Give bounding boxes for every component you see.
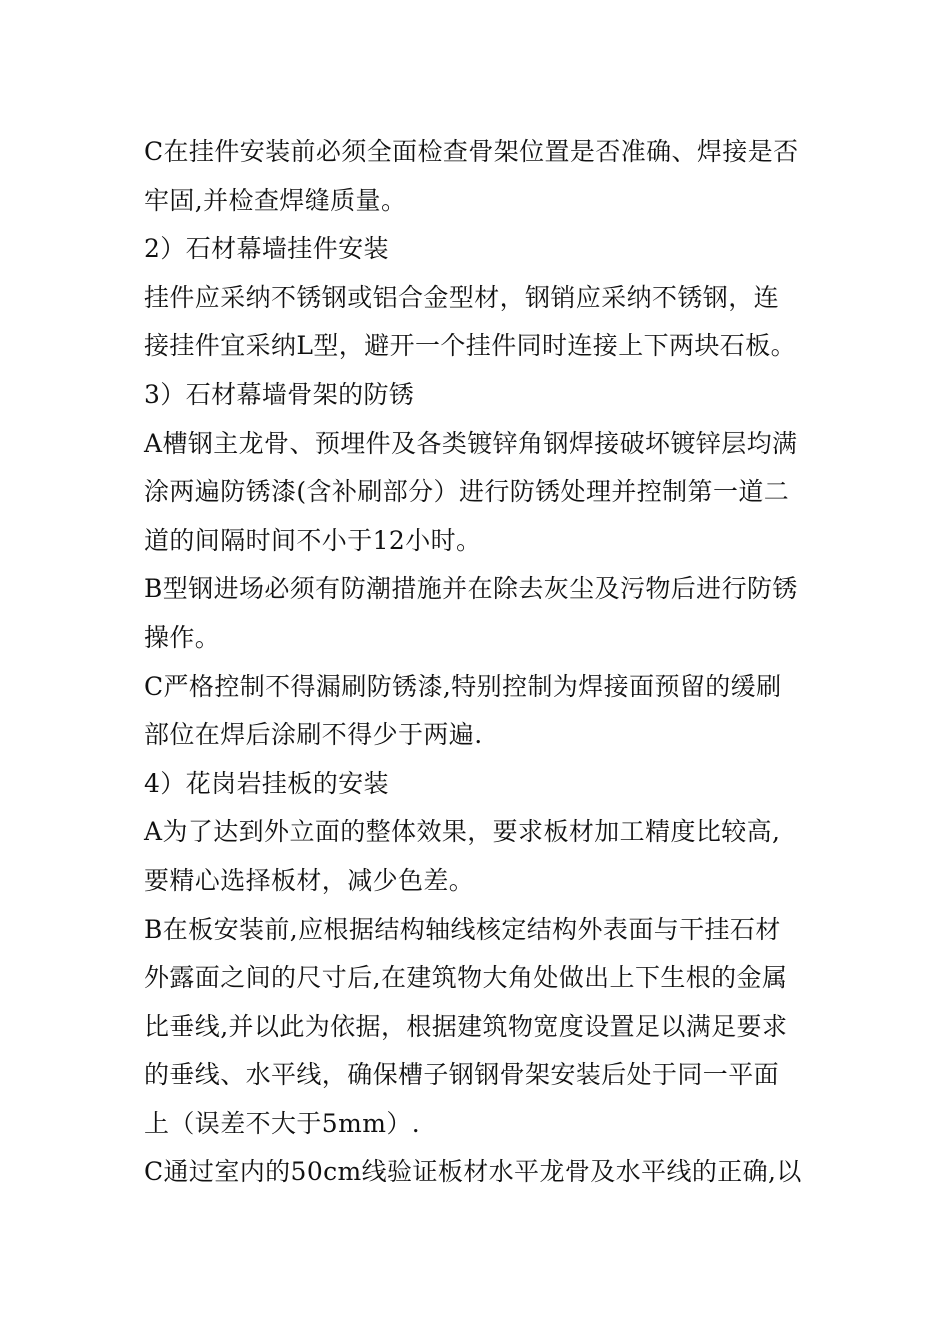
text-line: 部位在焊后涂刷不得少于两遍. <box>144 720 483 750</box>
text-line: C严格控制不得漏刷防锈漆,特别控制为焊接面预留的缓刷 <box>144 671 782 701</box>
text-line: A槽钢主龙骨、预埋件及各类镀锌角钢焊接破坏镀锌层均满 <box>144 428 798 458</box>
text-line: 上（误差不大于5mm）. <box>144 1108 421 1138</box>
text-line: 涂两遍防锈漆(含补刷部分）进行防锈处理并控制第一道二 <box>144 477 790 507</box>
text-line: 操作。 <box>144 622 221 652</box>
section-heading: 4）花岗岩挂板的安装 <box>144 768 389 798</box>
text-line: 要精心选择板材，减少色差。 <box>144 865 475 895</box>
text-line: 牢固,并检查焊缝质量。 <box>144 185 407 215</box>
section-heading: 3）石材幕墙骨架的防锈 <box>144 379 415 409</box>
text-line: 的垂线、水平线，确保槽子钢钢骨架安装后处于同一平面 <box>144 1060 780 1090</box>
text-line: 挂件应采纳不锈钢或铝合金型材，钢销应采纳不锈钢，连 <box>144 282 780 312</box>
text-line: C通过室内的50cm线验证板材水平龙骨及水平线的正确,以 <box>144 1157 802 1187</box>
section-heading: 2）石材幕墙挂件安装 <box>144 234 389 264</box>
text-line: 比垂线,并以此为依据，根据建筑物宽度设置足以满足要求 <box>144 1011 788 1041</box>
text-line: A为了达到外立面的整体效果，要求板材加工精度比较高, <box>144 817 781 847</box>
text-line: 接挂件宜采纳L型，避开一个挂件同时连接上下两块石板。 <box>144 331 797 361</box>
text-line: B型钢进场必须有防潮措施并在除去灰尘及污物后进行防锈 <box>144 574 798 604</box>
text-line: C在挂件安装前必须全面检查骨架位置是否准确、焊接是否 <box>144 137 799 166</box>
text-line: 道的间隔时间不小于12小时。 <box>144 525 482 555</box>
text-line: B在板安装前,应根据结构轴线核定结构外表面与干挂石材 <box>144 914 781 944</box>
text-line: 外露面之间的尺寸后,在建筑物大角处做出上下生根的金属 <box>144 963 788 993</box>
document-body <box>144 128 814 1197</box>
